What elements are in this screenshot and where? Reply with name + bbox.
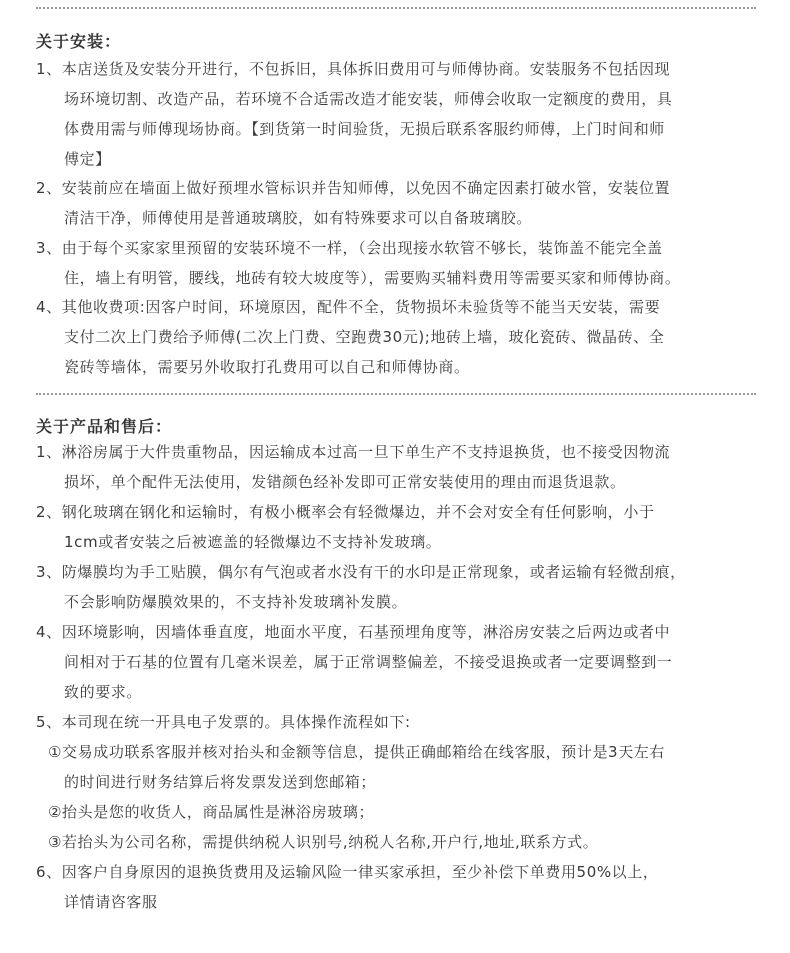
aftersale-line: 4、因环境影响，因墙体垂直度，地面水平度，石基预埋角度等，淋浴房安装之后两边或者中 bbox=[36, 623, 671, 641]
aftersale-line: 6、因客户自身原因的退换货费用及运输风险一律买家承担，至少补偿下单费用50%以上， bbox=[36, 863, 659, 881]
aftersale-line: 致的要求。 bbox=[64, 683, 143, 701]
middle-divider bbox=[36, 393, 756, 395]
aftersale-line: 3、防爆膜均为手工贴膜，偶尔有气泡或者水没有干的水印是正常现象，或者运输有轻微刮痕， bbox=[36, 563, 686, 581]
install-line: 支付二次上门费给予师傅(二次上门费、空跑费30元);地砖上墙，玻化瓷砖、微晶砖、全 bbox=[64, 328, 665, 346]
install-line: 体费用需与师傅现场协商。【到货第一时间验货，无损后联系客服约师傅，上门时间和师 bbox=[64, 120, 665, 138]
install-line: 1、本店送货及安装分开进行，不包拆旧，具体拆旧费用可与师傅协商。安装服务不包括因现 bbox=[36, 60, 671, 78]
install-line: 瓷砖等墙体，需要另外收取打孔费用可以自己和师傅协商。 bbox=[64, 358, 470, 376]
aftersale-subline: ②抬头是您的收货人，商品属性是淋浴房玻璃； bbox=[48, 803, 375, 821]
aftersale-subline: ①交易成功联系客服并核对抬头和金额等信息，提供正确邮箱给在线客服，预计是3天左右 bbox=[48, 743, 665, 761]
install-line: 住，墙上有明管，腰线，地砖有较大坡度等），需要购买辅料费用等需要买家和师傅协商。 bbox=[64, 269, 681, 287]
install-line: 3、由于每个买家家里预留的安装环境不一样，（会出现接水软管不够长，装饰盖不能完全盖 bbox=[36, 239, 663, 257]
aftersale-line: 1cm或者安装之后被遮盖的轻微爆边不支持补发玻璃。 bbox=[64, 533, 442, 551]
aftersale-line: 间相对于石基的位置有几毫米误差，属于正常调整偏差，不接受退换或者一定要调整到一 bbox=[64, 653, 673, 671]
aftersale-line: 5、本司现在统一开具电子发票的。具体操作流程如下: bbox=[36, 713, 411, 731]
install-line: 清洁干净，师傅使用是普通玻璃胶，如有特殊要求可以自备玻璃胶。 bbox=[64, 209, 533, 227]
aftersale-heading: 关于产品和售后： bbox=[36, 417, 173, 436]
install-line: 2、安装前应在墙面上做好预埋水管标识并告知师傅，以免因不确定因素打破水管，安装位置 bbox=[36, 179, 671, 197]
top-divider bbox=[36, 7, 756, 9]
aftersale-line: 的时间进行财务结算后将发票发送到您邮箱； bbox=[64, 773, 377, 791]
install-heading: 关于安装： bbox=[36, 32, 122, 51]
install-line: 场环境切割、改造产品，若环境不合适需改造才能安装，师傅会收取一定额度的费用，具 bbox=[64, 90, 673, 108]
aftersale-line: 1、淋浴房属于大件贵重物品，因运输成本过高一旦下单生产不支持退换货，也不接受因物流 bbox=[36, 443, 671, 461]
aftersale-line: 详情请咨客服 bbox=[64, 893, 158, 911]
aftersale-line: 不会影响防爆膜效果的，不支持补发玻璃补发膜。 bbox=[64, 593, 408, 611]
install-line: 4、其他收费项:因客户时间，环境原因，配件不全，货物损坏未验货等不能当天安装，需要 bbox=[36, 298, 661, 316]
aftersale-subline: ③若抬头为公司名称，需提供纳税人识别号,纳税人名称,开户行,地址,联系方式。 bbox=[48, 833, 599, 851]
aftersale-line: 2、钢化玻璃在钢化和运输时，有极小概率会有轻微爆边，并不会对安全有任何影响，小于 bbox=[36, 503, 655, 521]
install-line: 傅定】 bbox=[64, 150, 111, 168]
aftersale-line: 损坏，单个配件无法使用，发错颜色经补发即可正常安装使用的理由而退货退款。 bbox=[64, 473, 626, 491]
